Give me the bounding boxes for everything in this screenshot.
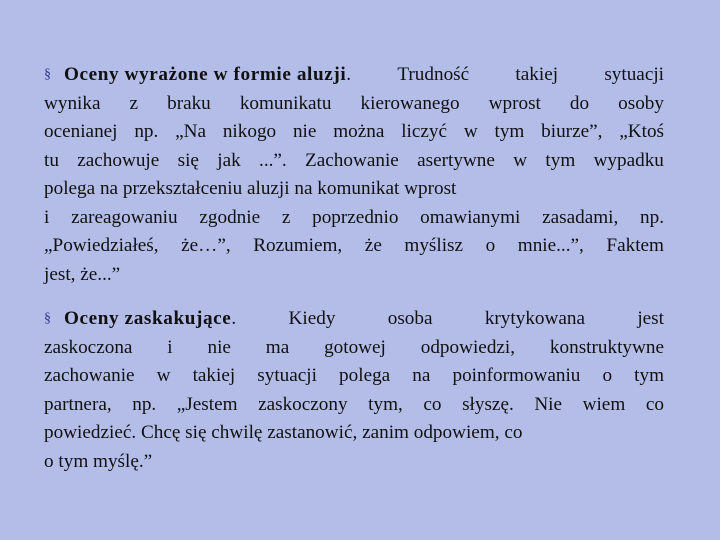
text-line: jest, że...” <box>44 263 121 285</box>
item-title: Oceny wyrażone w formie aluzji <box>64 64 347 85</box>
text-line: § Oceny wyrażone w formie aluzji. Trudność takiej sytuacji <box>44 61 664 90</box>
item-title: Oceny zaskakujące <box>64 308 232 329</box>
text-fragment: . <box>346 64 352 85</box>
text-line: polega na przekształceniu aluzji na komunikat wprost <box>44 178 457 199</box>
bullet-icon: § <box>44 67 51 82</box>
text-line: „Powiedziałeś, że…”, Rozumiem, że myślisz o mnie...”, Faktem <box>44 235 664 256</box>
text-line: § Oceny zaskakujące. Kiedy osoba krytykowana jest <box>44 305 664 334</box>
text-line: partnera, np. „Jestem zaskoczony tym, co słyszę. Nie wiem co <box>44 393 664 415</box>
bullet-item-surprising <box>44 305 664 476</box>
bullet-icon: § <box>44 311 51 326</box>
bullet-lead <box>44 61 351 90</box>
bullet-lead <box>44 305 236 334</box>
text-fragment: . <box>231 308 237 329</box>
text-line: i zareagowaniu zgodnie z poprzednio omawianymi zasadami, np. <box>44 206 664 228</box>
text-line: powiedzieć. Chcę się chwilę zastanowić, zanim odpowiem, co <box>44 422 523 443</box>
bullet-item-allusions <box>44 61 664 289</box>
text-line: wynika z braku komunikatu kierowanego wprost do osoby <box>44 92 664 114</box>
text-line: o tym myślę.” <box>44 450 153 472</box>
text-line: ocenianej np. „Na nikogo nie można liczyć w tym biurze”, „Ktoś <box>44 121 664 142</box>
text-line: zaskoczona i nie ma gotowej odpowiedzi, konstruktywne <box>44 336 664 358</box>
text-line: zachowanie w takiej sytuacji polega na poinformowaniu o tym <box>44 365 664 386</box>
text-line: tu zachowuje się jak ...”. Zachowanie asertywne w tym wypadku <box>44 149 664 171</box>
